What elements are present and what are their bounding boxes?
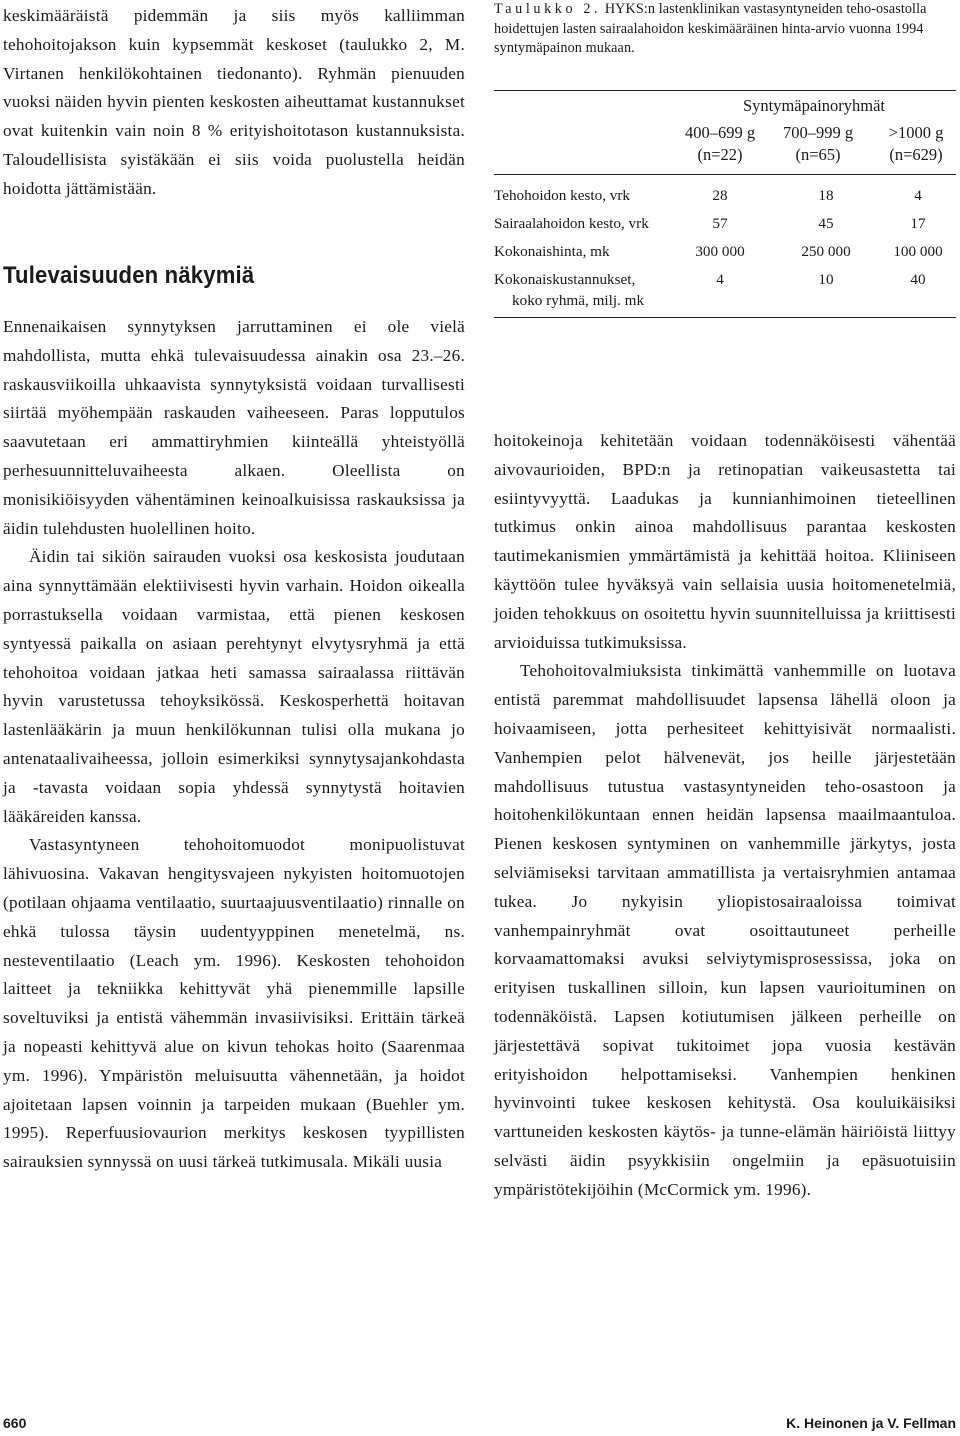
table-cell: 18: [818, 187, 834, 204]
table-cell: 45: [818, 215, 834, 232]
section-heading: Tulevaisuuden näkymiä: [3, 262, 255, 289]
table-col-n: (n=65): [795, 145, 841, 164]
table-caption-text: HYKS:n lastenklinikan vastasyntyneiden teho-osastolla hoidettujen lasten sairaalahoidon keskimääräinen hinta-arvio vuonna 1994 syntymäpainon mukaan.: [494, 1, 927, 57]
table-top-rule: [494, 90, 956, 91]
table-row-label-cont: koko ryhmä, milj. mk: [512, 292, 645, 309]
table-cell: 4: [914, 187, 922, 204]
paragraph-right-2: Tehohoitovalmiuksista tinkimättä vanhemmille on luotava entistä paremmat mahdollisuudet lapsensa lähellä oloon ja hoivaamiseen, jotta perhesiteet kehittyisivät normaalisti. Vanhempien pelot hälvenevät, jos heille järjestetään mahdollisuus tutustua vastasyntyneiden teho-osastoon ja hoitohenkilökuntaan ennen heidän lapsensa maailmaantuloa. Pienen keskosen syntyminen on vanhemmille järkytys, josta selviämiseksi tarvitaan ammatillista ja vertaisryhmien antamaa tukea. Jo nykyisin yliopistosairaaloissa toimivat vanhempainryhmät ovat osoittautuneet perheille korvaamattomaksi avuksi selviytymisprosessissa, joka on erityisen tuskallinen silloin, kun lapsen vaurioituminen on todennäköistä. Lapsen kotiutumisen jälkeen perheille on järjestettävä sopivat tukitoimet jopa vuosia kestävän erityishoidon helpottamiseksi. Vanhempien henkinen hyvinvointi tukee keskosen kehitystä. Osa kouluikäisiksi varttuneiden keskosten käytös- ja tunne-elämän häiriöistä liittyy selvästi äidin psyykkisiin ongelmiin ja epäsuotuisiin ympäristötekijöihin (McCormick ym. 1996).: [494, 661, 956, 1199]
table-col-range: 700–999 g: [782, 123, 854, 142]
table-caption-label: Taulukko 2.: [494, 1, 602, 17]
table-col-n: (n=629): [889, 145, 943, 164]
paragraph-future-2: Äidin tai sikiön sairauden vuoksi osa keskosista joudutaan aina synnyttämään elektiivisesti hyvin varhain. Hoidon oikealla porrastuksella voidaan varmistaa, että pienen keskosen syntyessä paikalla on asiaan perehtynyt elvytysryhmä ja että tehohoitoa voidaan jatkaa heti samassa sairaalassa riittävän hyvin varustetussa tehoyksikössä. Keskosperhettä hoitavan lastenlääkärin ja muun henkilökunnan tulisi olla mukana jo antenataalivaiheessa, jolloin esimerkiksi synnytysajankohdasta ja -tavasta voidaan sopia yhdessä synnytystä hoitavien lääkäreiden kanssa.: [3, 547, 465, 826]
footer-authors: K. Heinonen ja V. Fellman: [786, 1415, 956, 1431]
table-cell: 250 000: [801, 243, 851, 260]
table-cell: 4: [716, 271, 724, 288]
paragraph-intro: keskimääräistä pidemmän ja siis myös kalliimman tehohoitojakson kuin kypsemmät keskoset (taulukko 2, M. Virtanen henkilökohtainen tiedonanto). Ryhmän pienuuden vuoksi näiden hyvin pienten keskosten aiheuttamat kustannukset ovat kuitenkin vain noin 8 % erityishoitotason kustannuksista. Taloudellisista syistäkään ei siis voida puolustella heidän hoidotta jättämistään.: [3, 6, 465, 198]
table-cell: 300 000: [695, 243, 745, 260]
table-row-label: Tehohoidon kesto, vrk: [494, 187, 631, 204]
table-cell: 28: [712, 187, 728, 204]
table-cell: 100 000: [893, 243, 943, 260]
table-cell: 17: [910, 215, 926, 232]
paragraph-right-1: hoitokeinoja kehitetään voidaan todennäköisesti vähentää aivovaurioiden, BPD:n ja retinopatian vaikeusastetta tai esiintyvyyttä. Laadukas ja kunnianhimoinen tieteellinen tutkimus onkin ainoa mahdollisuus parantaa keskosten tautimekanismien ymmärtämistä ja kehittää hoitoa. Kliiniseen käyttöön tulee hyväksyä vain sellaisia uusia hoitomenetelmiä, joiden tehokkuus on osoitettu hyvin suunnitelluissa ja kriittisesti arvioiduissa tutkimuksissa.: [494, 431, 956, 652]
table-cell: 10: [818, 271, 834, 288]
page-number: 660: [3, 1415, 27, 1431]
table-bottom-rule: [494, 317, 956, 318]
table-col-header-3: [868, 122, 960, 166]
table-row-label: Kokonaiskustannukset,: [494, 271, 636, 288]
table-col-n: (n=22): [697, 145, 743, 164]
paragraph-future-3: Vastasyntyneen tehohoitomuodot monipuolistuvat lähivuosina. Vakavan hengitysvajeen nykyisten hoitomuotojen (potilaan ohjaama ventilaatio, suurtaajuusventilaatio) rinnalle on ehkä tulossa täysin uudentyyppinen menetelmä, ns. nesteventilaatio (Leach ym. 1996). Keskosten tehohoidon laitteet ja tekniikka kehittyvät yhä pienemmille lapsille soveltuviksi ja entistä vähemmän invasiivisiksi. Erittäin tärkeä ja nopeasti kehittyvä alue on kivun tehokas hoito (Saarenmaa ym. 1996). Ympäristön meluisuutta vähennetään, ja hoidot ajoitetaan lapsen voinnin ja tarpeiden mukaan (Buehler ym. 1995). Reperfuusiovaurion merkitys keskosen tyypillisten sairauksien synnyssä on uusi tärkeä tutkimusala. Mikäli uusia: [3, 835, 465, 1172]
table-caption: [494, 0, 956, 59]
table-col-range: >1000 g: [888, 123, 944, 142]
table-row-label: Sairaalahoidon kesto, vrk: [494, 215, 649, 232]
right-column-body: [494, 427, 956, 1205]
table-cell: 40: [910, 271, 926, 288]
table-col-range: 400–699 g: [684, 123, 756, 142]
table-col-header-1: [672, 122, 768, 166]
table-col-header-2: [770, 122, 866, 166]
table-row-label: Kokonaishinta, mk: [494, 243, 610, 260]
paragraph-future-1: Ennenaikaisen synnytyksen jarruttaminen ei ole vielä mahdollista, mutta ehkä tulevaisuudessa ainakin osa 23.–26. raskausviikoilla uhkaavista synnytyksistä voidaan turvallisesti siirtää myöhempään raskauden vaiheeseen. Paras lopputulos saavutetaan eri ammattiryhmien kiinteällä yhteistyöllä perhesuunnitteluvaiheesta alkaen. Oleellista on monisikiöisyyden vähentäminen keinoalkuisissa raskauksissa ja äidin tulehdusten huolellinen hoito.: [3, 317, 465, 538]
table-header-rule: [494, 174, 956, 175]
table-group-header: Syntymäpainoryhmät: [742, 96, 886, 115]
left-column-body: [3, 313, 465, 1177]
table-cell: 57: [712, 215, 728, 232]
